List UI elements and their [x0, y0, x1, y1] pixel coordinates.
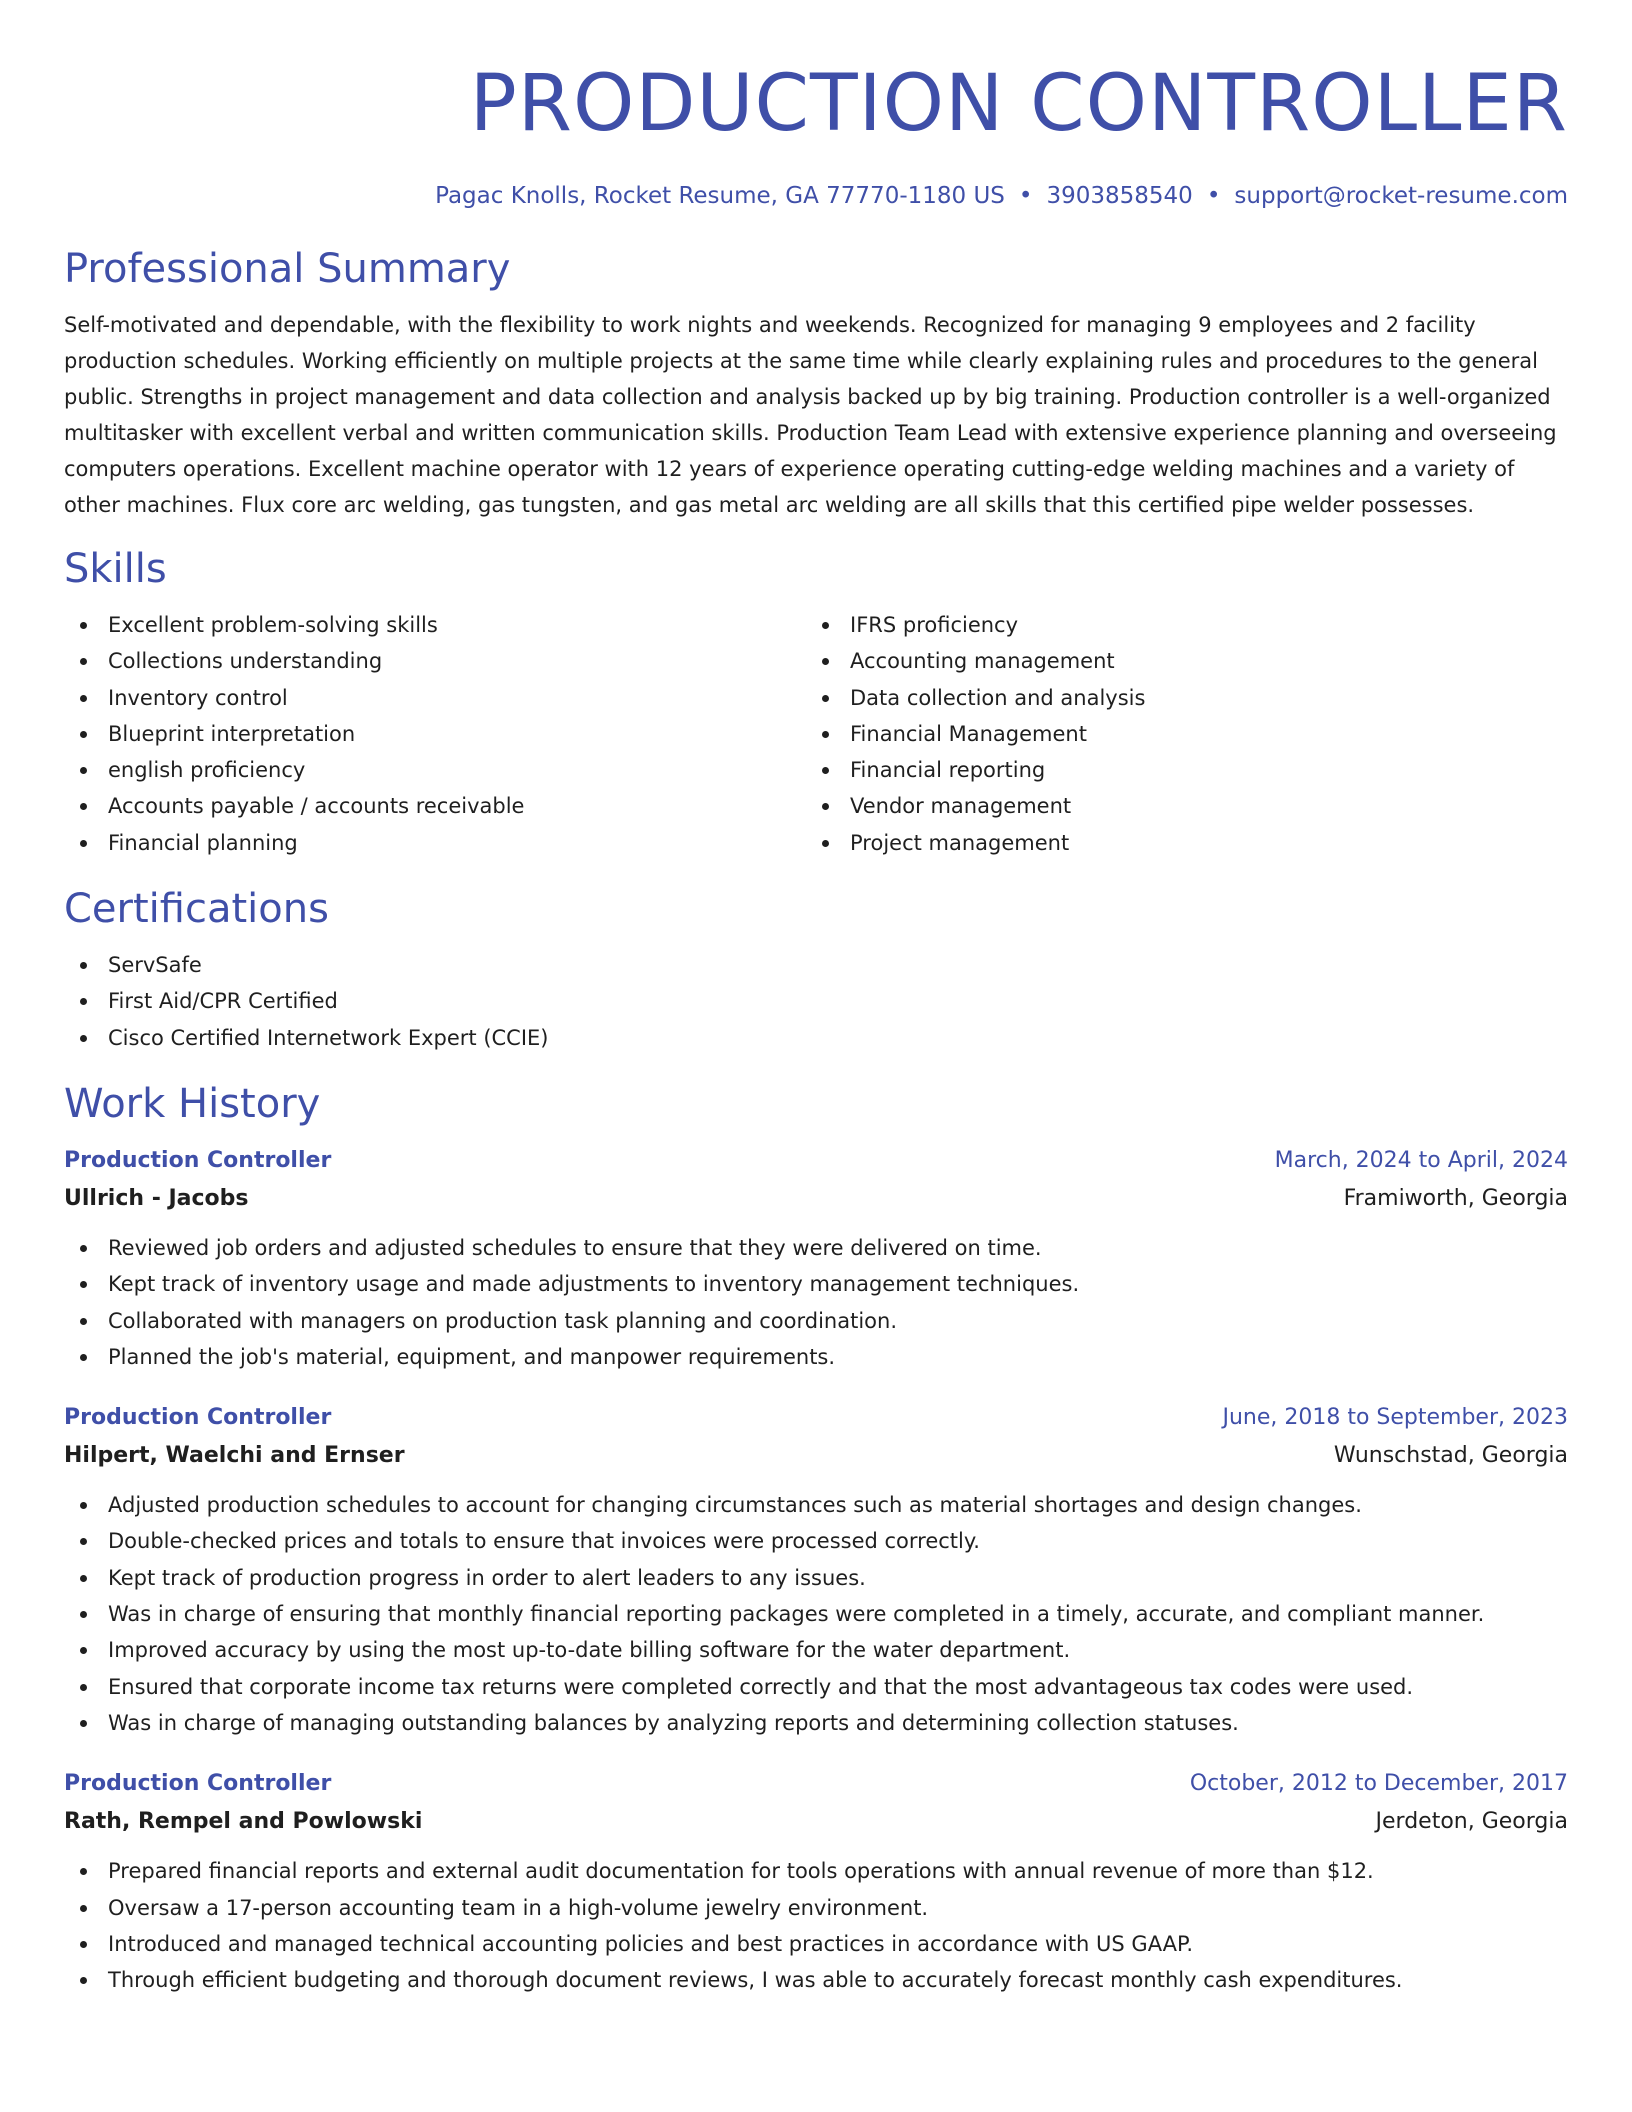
contact-separator: •: [1206, 183, 1221, 209]
job-header: [64, 1399, 1568, 1437]
job-bullet: Planned the job's material, equipment, and manpower requirements.: [64, 1339, 1568, 1375]
job-bullet: Was in charge of ensuring that monthly financial reporting packages were completed in a timely, accurate, and compliant manner.: [64, 1596, 1568, 1632]
job-bullet: Adjusted production schedules to account for changing circumstances such as material shortages and design changes.: [64, 1487, 1568, 1523]
skill-item: Accounts payable / accounts receivable: [64, 788, 806, 824]
skill-item: Accounting management: [806, 643, 1548, 679]
contact-address: Pagac Knolls, Rocket Resume, GA 77770-1180 US: [435, 183, 1005, 209]
job-bullets: [64, 1230, 1568, 1375]
job-bullet: Kept track of inventory usage and made adjustments to inventory management techniques.: [64, 1266, 1568, 1302]
certification-item: Cisco Certified Internetwork Expert (CCIE): [64, 1020, 1568, 1056]
skills-grid: [64, 607, 1568, 861]
job-bullets: [64, 1487, 1568, 1741]
resume-page: [64, 0, 1568, 1998]
skills-heading: Skills: [64, 546, 167, 592]
job-bullet: Oversaw a 17-person accounting team in a high-volume jewelry environment.: [64, 1890, 1568, 1926]
certification-item: First Aid/CPR Certified: [64, 983, 1568, 1019]
summary-text: Self-motivated and dependable, with the flexibility to work nights and weekends. Recognized for managing 9 employees and 2 facility production schedules. Working efficiently on multiple projects at the same time while clearly explaining rules and procedures to the general public. Strengths in project management and data collection and analysis backed up by big training. Production controller is a well-organized multitasker with excellent verbal and written communication skills. Production Team Lead with extensive experience planning and overseeing computers operations. Excellent machine operator with 12 years of experience operating cutting-edge welding machines and a variety of other machines. Flux core arc welding, gas tungsten, and gas metal arc welding are all skills that this certified pipe welder possesses.: [64, 313, 1557, 517]
skill-item: english proficiency: [64, 752, 806, 788]
skill-item: Data collection and analysis: [806, 680, 1548, 716]
job-subheader: [64, 1180, 1568, 1218]
job-header: [64, 1765, 1568, 1803]
certifications-heading: Certifications: [64, 886, 329, 933]
job-bullet: Reviewed job orders and adjusted schedules to ensure that they were delivered on time.: [64, 1230, 1568, 1266]
job-bullets: [64, 1853, 1568, 1998]
contact-email[interactable]: support@rocket-resume.com: [1234, 183, 1568, 209]
work-history-section: [64, 1078, 1568, 1998]
contact-line: [64, 180, 1568, 212]
resume-header: [64, 56, 1568, 212]
job-subheader: [64, 1803, 1568, 1841]
job-subheader: [64, 1437, 1568, 1475]
job-header: [64, 1142, 1568, 1180]
job-dates: October, 2012 to December, 2017: [1189, 1771, 1568, 1797]
skill-item: Collections understanding: [64, 643, 806, 679]
skills-list-left: [64, 607, 806, 861]
skill-item: Financial Management: [806, 716, 1548, 752]
job-company: Ullrich - Jacobs: [64, 1185, 249, 1211]
summary-heading: Professional Summary: [64, 246, 511, 292]
job-entry: [64, 1399, 1568, 1741]
skill-item: Vendor management: [806, 788, 1548, 824]
skill-item: Blueprint interpretation: [64, 716, 806, 752]
job-dates: March, 2024 to April, 2024: [1274, 1147, 1568, 1173]
job-title: Production Controller: [64, 1147, 332, 1173]
job-bullet: Improved accuracy by using the most up-to-date billing software for the water department.: [64, 1632, 1568, 1668]
skill-item: IFRS proficiency: [806, 607, 1548, 643]
job-entry: [64, 1765, 1568, 1998]
skill-item: Financial reporting: [806, 752, 1548, 788]
job-location: Jerdeton, Georgia: [1375, 1809, 1568, 1835]
job-bullet: Collaborated with managers on production task planning and coordination.: [64, 1303, 1568, 1339]
skill-item: Excellent problem-solving skills: [64, 607, 806, 643]
contact-separator: •: [1018, 183, 1033, 209]
summary-section: [64, 243, 1568, 523]
work-history-heading: Work History: [64, 1080, 321, 1127]
job-bullet: Prepared financial reports and external audit documentation for tools operations with annual revenue of more than $12.: [64, 1853, 1568, 1889]
job-bullet: Kept track of production progress in order to alert leaders to any issues.: [64, 1560, 1568, 1596]
certifications-list: [64, 947, 1568, 1056]
job-company: Hilpert, Waelchi and Ernser: [64, 1443, 405, 1469]
skill-item: Project management: [806, 825, 1548, 861]
job-location: Framiworth, Georgia: [1343, 1185, 1568, 1211]
job-title: Production Controller: [64, 1771, 332, 1797]
job-bullet: Through efficient budgeting and thorough document reviews, I was able to accurately forecast monthly cash expenditures.: [64, 1962, 1568, 1998]
job-location: Wunschstad, Georgia: [1333, 1443, 1568, 1469]
job-bullet: Double-checked prices and totals to ensure that invoices were processed correctly.: [64, 1523, 1568, 1559]
job-title: Production Controller: [64, 1405, 332, 1431]
skills-list-right: [806, 607, 1548, 861]
job-entry: [64, 1142, 1568, 1375]
page-title: PRODUCTION CONTROLLER: [469, 59, 1568, 149]
job-dates: June, 2018 to September, 2023: [1222, 1405, 1568, 1431]
certifications-section: [64, 883, 1568, 1056]
job-bullet: Introduced and managed technical accounting policies and best practices in accordance with US GAAP.: [64, 1926, 1568, 1962]
job-bullet: Ensured that corporate income tax returns were completed correctly and that the most advantageous tax codes were used.: [64, 1669, 1568, 1705]
skill-item: Financial planning: [64, 825, 806, 861]
skills-section: [64, 543, 1568, 861]
job-company: Rath, Rempel and Powlowski: [64, 1809, 423, 1835]
skill-item: Inventory control: [64, 680, 806, 716]
certification-item: ServSafe: [64, 947, 1568, 983]
job-bullet: Was in charge of managing outstanding balances by analyzing reports and determining collection statuses.: [64, 1705, 1568, 1741]
contact-phone: 3903858540: [1046, 183, 1193, 209]
